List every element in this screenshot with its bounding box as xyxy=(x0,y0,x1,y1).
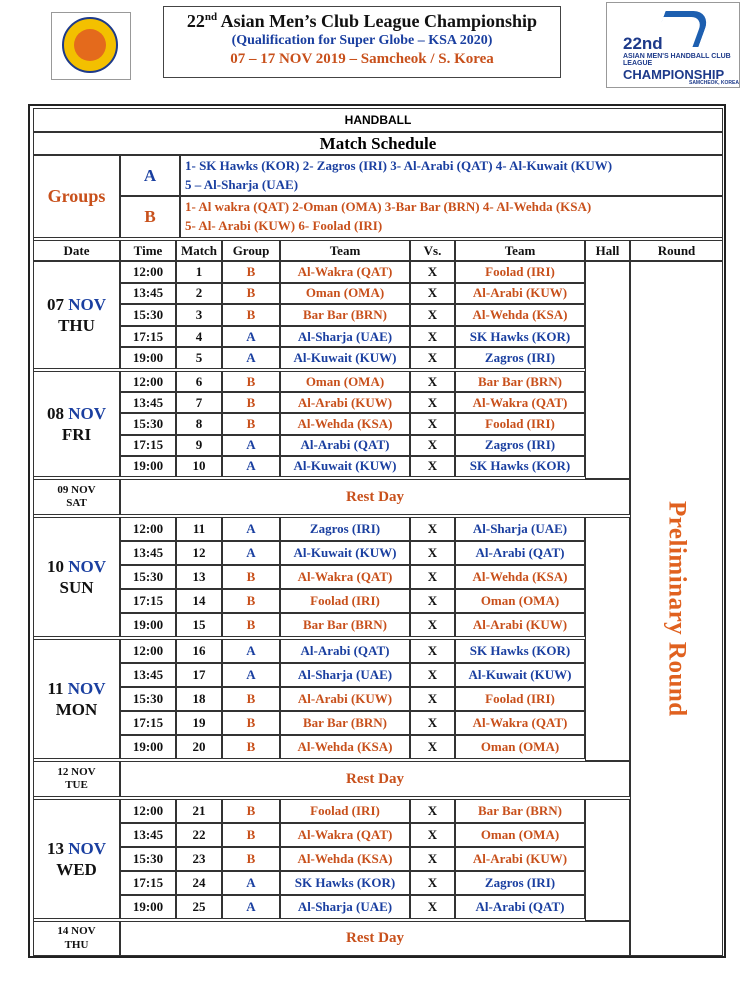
col-date-header: Date xyxy=(33,240,120,261)
match-time: 13:45 xyxy=(120,392,176,413)
match-team2: Oman (OMA) xyxy=(455,823,585,847)
match-number: 1 xyxy=(176,261,222,283)
match-team2: Al-Arabi (QAT) xyxy=(455,541,585,565)
match-team1: Al-Wehda (KSA) xyxy=(280,413,410,434)
match-group: B xyxy=(222,371,280,392)
match-team2: Foolad (IRI) xyxy=(455,261,585,283)
match-team1: Oman (OMA) xyxy=(280,283,410,305)
match-team1: Al-Kuwait (KUW) xyxy=(280,456,410,477)
match-team1: Zagros (IRI) xyxy=(280,517,410,541)
federation-logo xyxy=(51,12,131,80)
match-vs: X xyxy=(410,261,455,283)
match-team2: Al-Kuwait (KUW) xyxy=(455,663,585,687)
groups-label: Groups xyxy=(33,155,120,238)
match-vs: X xyxy=(410,711,455,735)
match-team2: Al-Arabi (QAT) xyxy=(455,895,585,919)
match-team1: Foolad (IRI) xyxy=(280,799,410,823)
match-team1: Al-Wakra (QAT) xyxy=(280,261,410,283)
match-time: 19:00 xyxy=(120,735,176,759)
match-group: B xyxy=(222,261,280,283)
match-number: 5 xyxy=(176,347,222,369)
match-group: A xyxy=(222,517,280,541)
match-time: 15:30 xyxy=(120,565,176,589)
match-number: 7 xyxy=(176,392,222,413)
match-group: B xyxy=(222,799,280,823)
match-team2: Al-Wakra (QAT) xyxy=(455,392,585,413)
match-group: B xyxy=(222,847,280,871)
match-number: 21 xyxy=(176,799,222,823)
match-number: 23 xyxy=(176,847,222,871)
rest-day-label: Rest Day xyxy=(120,761,630,797)
match-team2: Oman (OMA) xyxy=(455,735,585,759)
match-time: 17:15 xyxy=(120,711,176,735)
match-time: 19:00 xyxy=(120,347,176,369)
match-number: 24 xyxy=(176,871,222,895)
match-team1: Foolad (IRI) xyxy=(280,589,410,613)
match-number: 13 xyxy=(176,565,222,589)
match-team2: Al-Wakra (QAT) xyxy=(455,711,585,735)
match-group: B xyxy=(222,589,280,613)
match-group: B xyxy=(222,735,280,759)
match-number: 15 xyxy=(176,613,222,637)
hall-cell xyxy=(585,517,630,761)
match-time: 12:00 xyxy=(120,517,176,541)
match-group: B xyxy=(222,283,280,305)
match-team2: Al-Wehda (KSA) xyxy=(455,565,585,589)
rest-date-cell: 09 NOV SAT xyxy=(33,479,120,515)
match-team2: Foolad (IRI) xyxy=(455,687,585,711)
match-team1: Al-Wakra (QAT) xyxy=(280,565,410,589)
match-vs: X xyxy=(410,799,455,823)
match-number: 2 xyxy=(176,283,222,305)
match-team2: Al-Sharja (UAE) xyxy=(455,517,585,541)
match-team1: Al-Kuwait (KUW) xyxy=(280,347,410,369)
match-group: A xyxy=(222,895,280,919)
match-vs: X xyxy=(410,823,455,847)
match-team1: Al-Arabi (KUW) xyxy=(280,392,410,413)
logo-emblem-icon xyxy=(62,17,118,73)
match-number: 18 xyxy=(176,687,222,711)
match-time: 17:15 xyxy=(120,435,176,456)
match-vs: X xyxy=(410,517,455,541)
match-team1: Al-Arabi (KUW) xyxy=(280,687,410,711)
match-team2: Zagros (IRI) xyxy=(455,347,585,369)
championship-dates: 07 – 17 NOV 2019 – Samcheok / S. Korea xyxy=(230,51,494,67)
match-team2: Al-Wehda (KSA) xyxy=(455,304,585,326)
match-team2: Bar Bar (BRN) xyxy=(455,371,585,392)
match-team1: Bar Bar (BRN) xyxy=(280,304,410,326)
match-team1: Bar Bar (BRN) xyxy=(280,613,410,637)
match-group: A xyxy=(222,639,280,663)
match-team2: Foolad (IRI) xyxy=(455,413,585,434)
match-vs: X xyxy=(410,283,455,305)
rest-date-cell: 14 NOV THU xyxy=(33,921,120,956)
match-vs: X xyxy=(410,847,455,871)
match-time: 19:00 xyxy=(120,613,176,637)
match-number: 19 xyxy=(176,711,222,735)
match-vs: X xyxy=(410,413,455,434)
group-a-letter: A xyxy=(120,155,180,196)
match-vs: X xyxy=(410,541,455,565)
match-vs: X xyxy=(410,326,455,348)
match-group: A xyxy=(222,347,280,369)
championship-logo: 22nd ASIAN MEN'S HANDBALL CLUB LEAGUE CHAMPIONSHIP SAMCHEOK, KOREA xyxy=(606,2,740,88)
match-team2: SK Hawks (KOR) xyxy=(455,456,585,477)
match-team1: Al-Wehda (KSA) xyxy=(280,847,410,871)
col-vs-header: Vs. xyxy=(410,240,455,261)
match-time: 13:45 xyxy=(120,823,176,847)
match-number: 4 xyxy=(176,326,222,348)
match-vs: X xyxy=(410,435,455,456)
col-time-header: Time xyxy=(120,240,176,261)
match-group: B xyxy=(222,687,280,711)
match-team1: Al-Sharja (UAE) xyxy=(280,326,410,348)
match-team1: Al-Kuwait (KUW) xyxy=(280,541,410,565)
match-time: 13:45 xyxy=(120,283,176,305)
col-round-header: Round xyxy=(630,240,723,261)
match-time: 19:00 xyxy=(120,895,176,919)
match-time: 15:30 xyxy=(120,687,176,711)
match-vs: X xyxy=(410,735,455,759)
match-team1: Al-Sharja (UAE) xyxy=(280,663,410,687)
match-vs: X xyxy=(410,347,455,369)
sport-heading: HANDBALL xyxy=(33,108,723,132)
match-vs: X xyxy=(410,663,455,687)
match-team2: SK Hawks (KOR) xyxy=(455,326,585,348)
match-group: A xyxy=(222,435,280,456)
match-number: 3 xyxy=(176,304,222,326)
round-label: Preliminary Round xyxy=(630,261,723,956)
match-number: 22 xyxy=(176,823,222,847)
date-cell: 07 NOV THU xyxy=(33,261,120,369)
match-team1: Al-Wakra (QAT) xyxy=(280,823,410,847)
match-team1: Oman (OMA) xyxy=(280,371,410,392)
match-team2: Al-Arabi (KUW) xyxy=(455,283,585,305)
match-group: B xyxy=(222,711,280,735)
match-vs: X xyxy=(410,687,455,711)
col-match-header: Match xyxy=(176,240,222,261)
match-team2: Al-Arabi (KUW) xyxy=(455,847,585,871)
col-team2-header: Team xyxy=(455,240,585,261)
rest-date-cell: 12 NOV TUE xyxy=(33,761,120,797)
match-time: 12:00 xyxy=(120,639,176,663)
schedule-title: Match Schedule xyxy=(33,132,723,155)
group-b-teams: 1- Al wakra (QAT) 2-Oman (OMA) 3-Bar Bar (BRN) 4- Al-Wehda (KSA) 5- Al- Arabi (KUW) 6- Foolad (IRI) xyxy=(180,196,723,238)
match-team1: Al-Arabi (QAT) xyxy=(280,435,410,456)
match-number: 10 xyxy=(176,456,222,477)
col-group-header: Group xyxy=(222,240,280,261)
match-number: 8 xyxy=(176,413,222,434)
match-number: 6 xyxy=(176,371,222,392)
col-team1-header: Team xyxy=(280,240,410,261)
match-team2: Oman (OMA) xyxy=(455,589,585,613)
match-vs: X xyxy=(410,613,455,637)
match-time: 12:00 xyxy=(120,371,176,392)
match-group: B xyxy=(222,304,280,326)
date-cell: 13 NOV WED xyxy=(33,799,120,919)
match-group: B xyxy=(222,413,280,434)
match-number: 11 xyxy=(176,517,222,541)
match-time: 15:30 xyxy=(120,413,176,434)
match-vs: X xyxy=(410,639,455,663)
match-vs: X xyxy=(410,895,455,919)
match-time: 17:15 xyxy=(120,871,176,895)
match-group: A xyxy=(222,541,280,565)
match-team1: Al-Arabi (QAT) xyxy=(280,639,410,663)
match-time: 17:15 xyxy=(120,326,176,348)
championship-title: 22nd Asian Men’s Club League Championship xyxy=(186,11,538,31)
match-group: A xyxy=(222,663,280,687)
group-a-teams: 1- SK Hawks (KOR) 2- Zagros (IRI) 3- Al-Arabi (QAT) 4- Al-Kuwait (KUW) 5 – Al-Sharja (UAE) xyxy=(180,155,723,196)
match-vs: X xyxy=(410,371,455,392)
match-number: 9 xyxy=(176,435,222,456)
match-vs: X xyxy=(410,392,455,413)
rest-day-label: Rest Day xyxy=(120,921,630,956)
match-team2: Bar Bar (BRN) xyxy=(455,799,585,823)
match-group: A xyxy=(222,871,280,895)
match-group: B xyxy=(222,565,280,589)
rest-day-label: Rest Day xyxy=(120,479,630,515)
match-time: 15:30 xyxy=(120,847,176,871)
match-number: 14 xyxy=(176,589,222,613)
match-time: 12:00 xyxy=(120,261,176,283)
date-cell: 10 NOV SUN xyxy=(33,517,120,637)
match-group: A xyxy=(222,456,280,477)
match-number: 17 xyxy=(176,663,222,687)
date-cell: 08 NOV FRI xyxy=(33,371,120,477)
match-team2: SK Hawks (KOR) xyxy=(455,639,585,663)
date-cell: 11 NOV MON xyxy=(33,639,120,759)
match-time: 17:15 xyxy=(120,589,176,613)
match-team1: Al-Wehda (KSA) xyxy=(280,735,410,759)
match-time: 15:30 xyxy=(120,304,176,326)
match-team1: Al-Sharja (UAE) xyxy=(280,895,410,919)
match-team1: Bar Bar (BRN) xyxy=(280,711,410,735)
title-box xyxy=(163,6,561,78)
match-vs: X xyxy=(410,589,455,613)
match-team2: Zagros (IRI) xyxy=(455,871,585,895)
match-team2: Zagros (IRI) xyxy=(455,435,585,456)
match-vs: X xyxy=(410,456,455,477)
match-group: A xyxy=(222,326,280,348)
match-number: 12 xyxy=(176,541,222,565)
match-time: 12:00 xyxy=(120,799,176,823)
hall-cell xyxy=(585,261,630,479)
match-team1: SK Hawks (KOR) xyxy=(280,871,410,895)
match-vs: X xyxy=(410,304,455,326)
match-time: 13:45 xyxy=(120,663,176,687)
match-team2: Al-Arabi (KUW) xyxy=(455,613,585,637)
match-number: 16 xyxy=(176,639,222,663)
col-hall-header: Hall xyxy=(585,240,630,261)
match-group: B xyxy=(222,613,280,637)
match-number: 20 xyxy=(176,735,222,759)
match-group: B xyxy=(222,823,280,847)
championship-subtitle: (Qualification for Super Globe – KSA 2020) xyxy=(231,33,493,48)
match-vs: X xyxy=(410,871,455,895)
hall-cell xyxy=(585,799,630,921)
match-vs: X xyxy=(410,565,455,589)
group-b-letter: B xyxy=(120,196,180,238)
match-time: 13:45 xyxy=(120,541,176,565)
match-number: 25 xyxy=(176,895,222,919)
match-time: 19:00 xyxy=(120,456,176,477)
match-group: B xyxy=(222,392,280,413)
